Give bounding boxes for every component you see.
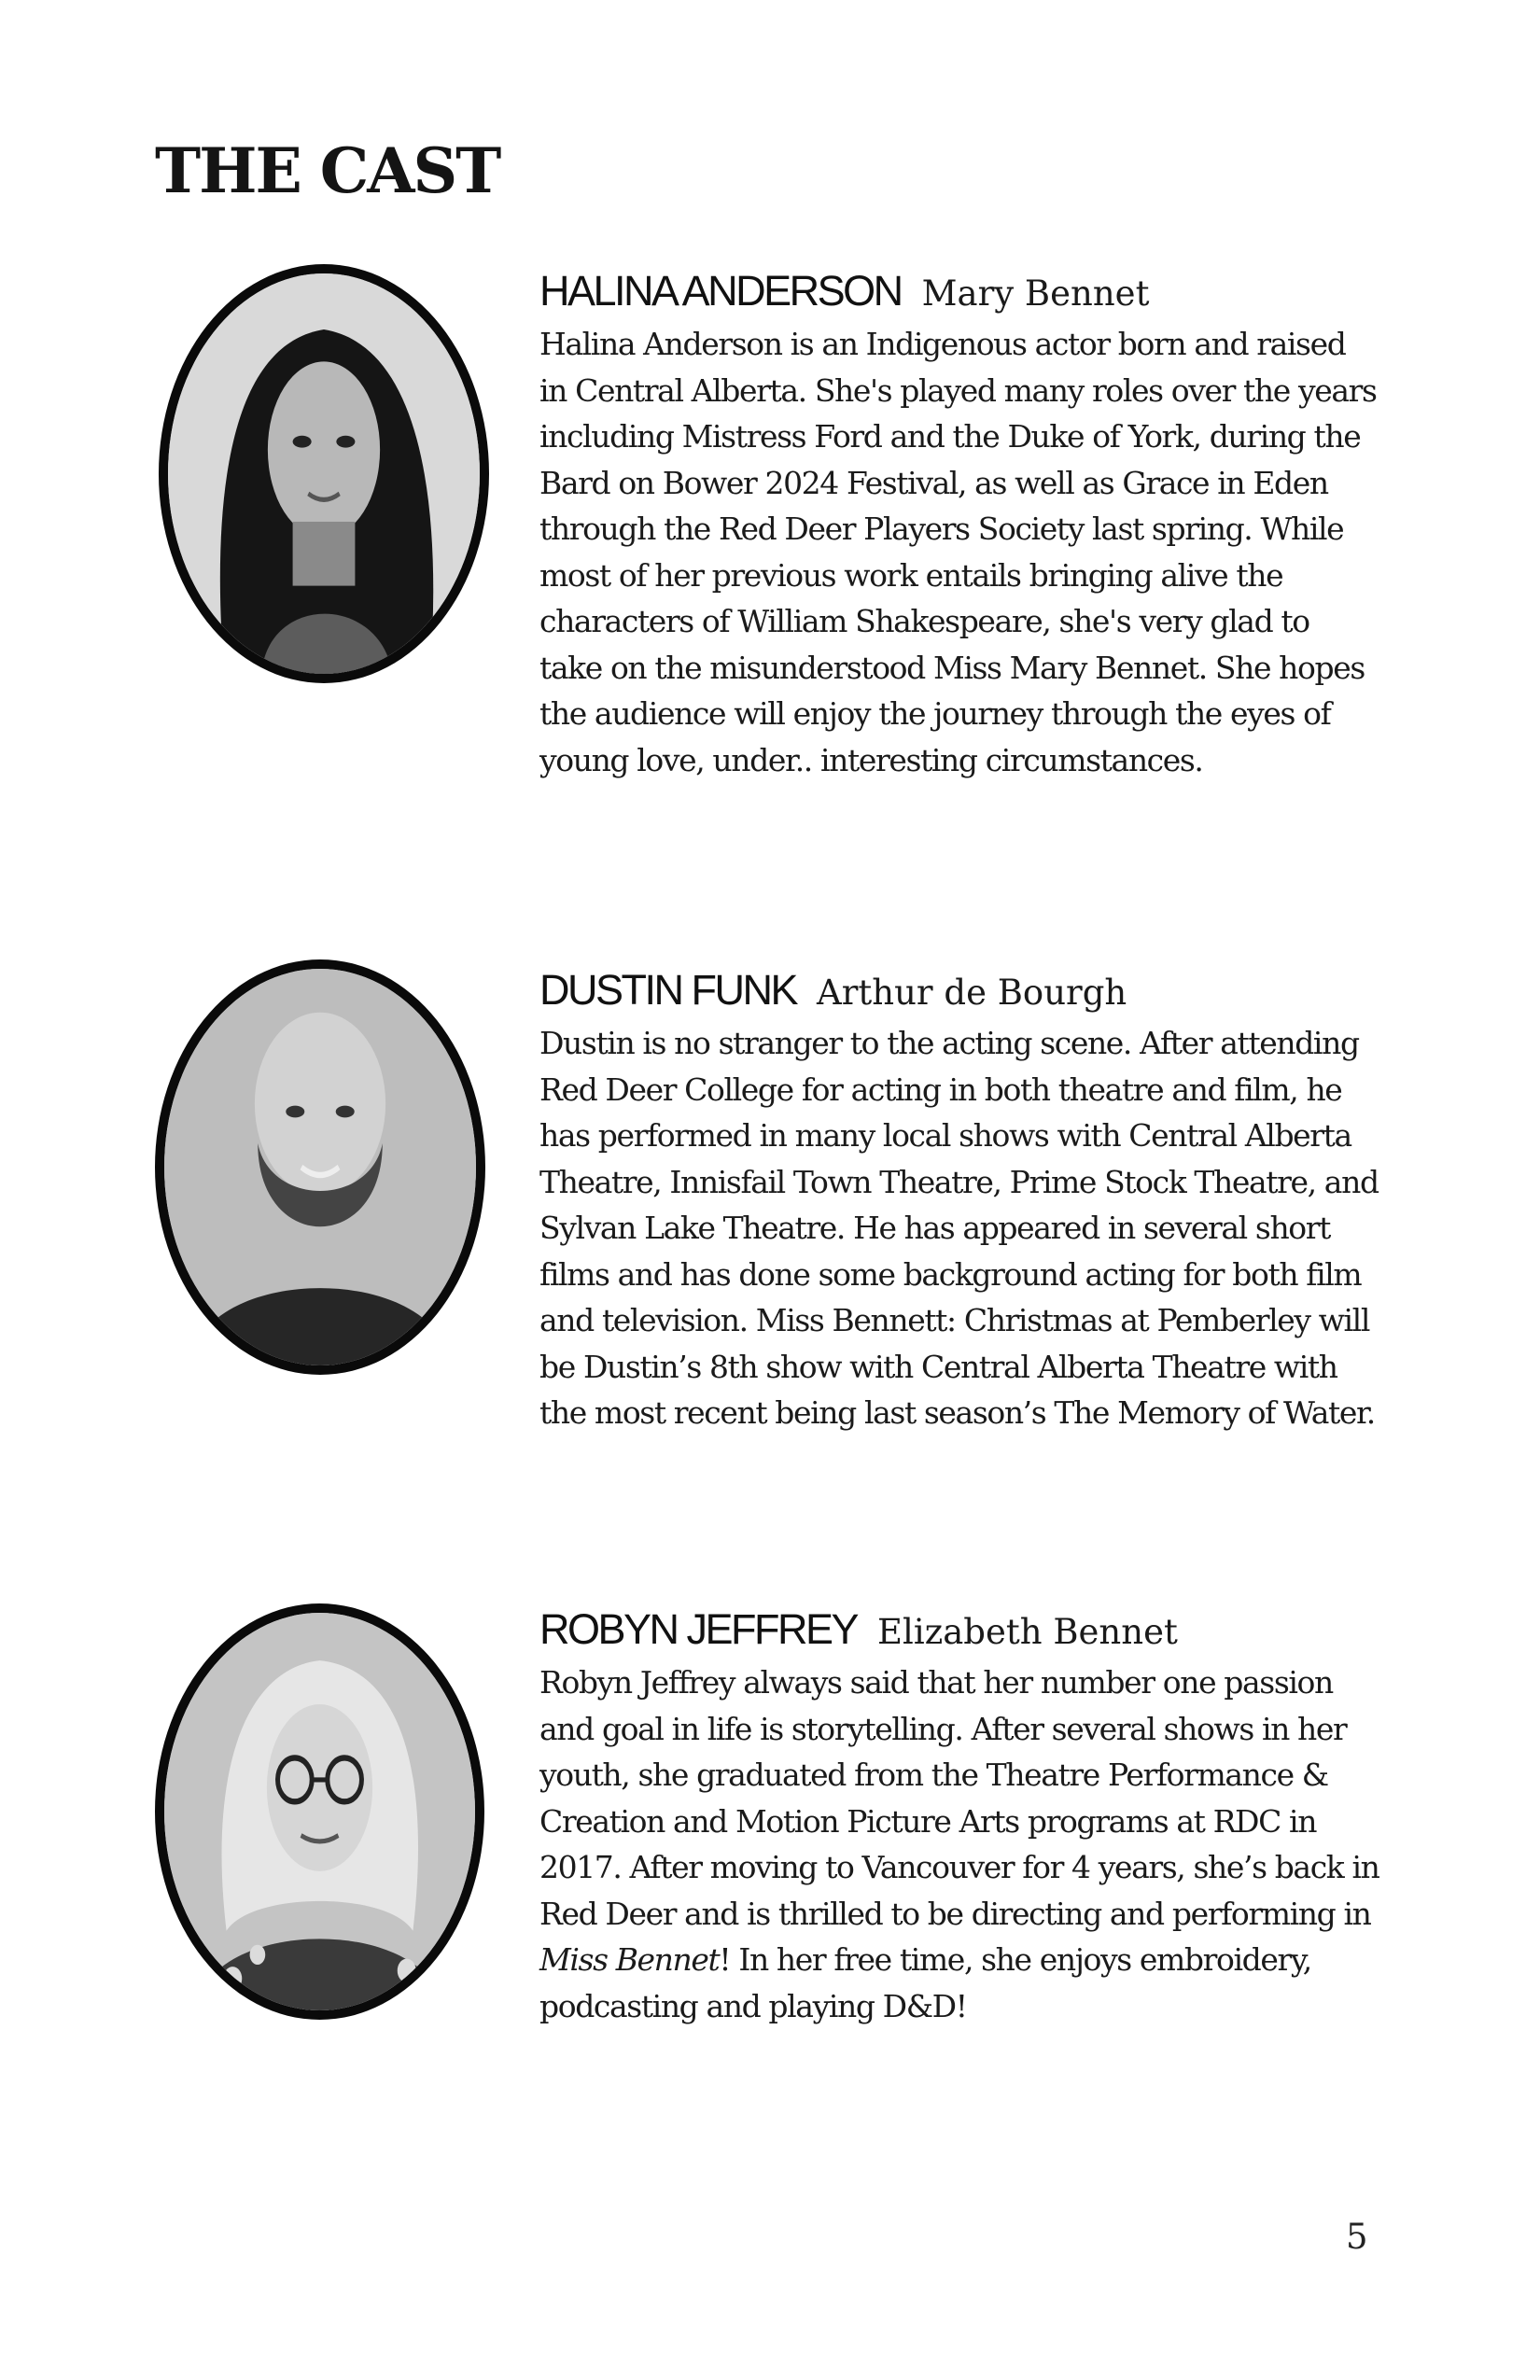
role-name: Mary Bennet xyxy=(921,273,1150,314)
actor-bio-block xyxy=(539,966,1379,1436)
bio-text-part: ! In her free time, she enjoys embroidery, podcasting and playing D&D! xyxy=(539,1941,1311,2024)
page-number: 5 xyxy=(1346,2217,1368,2257)
portrait-illustration xyxy=(164,1613,475,2010)
portrait-illustration xyxy=(164,969,476,1365)
actor-bio: Dustin is no stranger to the acting scene. After attending Red Deer College for acting in both theatre and film, he has performed in many local shows with Central Alberta Theatre, Innisfail Town Theatre, Prime Stock Theatre, and Sylvan Lake Theatre. He has appeared in several short films and has done some background acting for both film and television. Miss Bennett: Christmas at Pemberley will be Dustin’s 8th show with Central Alberta Theatre with the most recent being last season’s The Memory of Water. xyxy=(539,1025,1379,1431)
name-line xyxy=(539,966,1379,1020)
bio-text-part: Robyn Jeffrey always said that her number one passion and goal in life is storytelling. After several shows in her youth, she graduated from the Theatre Performance & Creation and Motion Picture Arts programs at RDC in 2017. After moving to Vancouver for 4 years, she’s back in Red Deer and is thrilled to be directing and performing in xyxy=(539,1664,1379,1932)
actor-name: DUSTIN FUNK xyxy=(539,966,796,1014)
show-title-italic: Miss Bennet xyxy=(539,1941,720,1978)
actor-bio xyxy=(539,1659,1379,2029)
portrait-illustration xyxy=(168,273,480,674)
actor-portrait-photo xyxy=(155,959,485,1375)
actor-portrait-photo xyxy=(159,264,489,683)
name-line xyxy=(539,267,1379,321)
actor-bio-block xyxy=(539,1605,1379,2029)
page-title: THE CAST xyxy=(155,134,500,207)
actor-portrait-photo xyxy=(155,1603,484,2020)
role-name: Elizabeth Bennet xyxy=(877,1612,1178,1652)
actor-bio-block xyxy=(539,267,1379,783)
actor-bio: Halina Anderson is an Indigenous actor born and raised in Central Alberta. She's played many roles over the years including Mistress Ford and the Duke of York, during the Bard on Bower 2024 Festival, as well as Grace in Eden through the Red Deer Players Society last spring. While most of her previous work entails bringing alive the characters of William Shakespeare, she's very glad to take on the misunderstood Miss Mary Bennet. She hopes the audience will enjoy the journey through the eyes of young love, under.. interesting circumstances. xyxy=(539,326,1377,778)
actor-name: HALINA ANDERSON xyxy=(539,267,902,315)
role-name: Arthur de Bourgh xyxy=(817,973,1127,1013)
name-line xyxy=(539,1605,1379,1659)
actor-name: ROBYN JEFFREY xyxy=(539,1605,858,1653)
